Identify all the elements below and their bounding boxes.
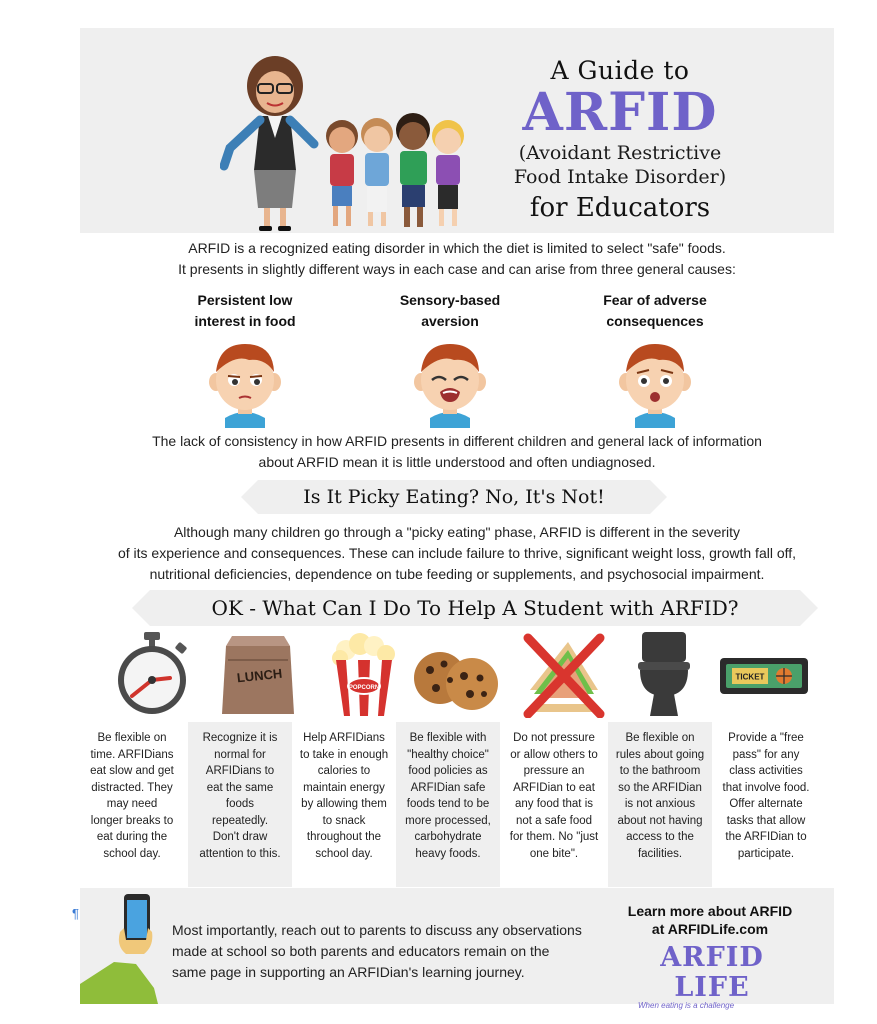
tip-line: Be flexible on	[625, 732, 695, 744]
title-line-1: A Guide to	[550, 56, 690, 85]
tip-line: throughout the	[306, 831, 382, 843]
tip-line: for them. No "just	[509, 831, 599, 843]
popcorn-icon	[314, 630, 414, 718]
tip-line: maintain energy	[303, 781, 385, 794]
cookies-icon	[406, 630, 506, 718]
title-line-4: for Educators	[529, 193, 711, 223]
logo-tagline: When eating is a challenge	[638, 1001, 735, 1010]
tip-line: normal for	[214, 748, 266, 761]
ticket-label: TICKET	[735, 672, 765, 682]
stopwatch-icon	[102, 630, 202, 718]
tip-line: pressure an	[523, 765, 585, 777]
hand-holding-phone-icon	[80, 888, 170, 1004]
tip-no-pressure	[502, 722, 606, 887]
tip-line: "healthy choice"	[407, 748, 489, 761]
lack-line-2: about ARFID mean it is little understood and often undiagnosed.	[258, 454, 656, 470]
title-sub-1: (Avoidant Restrictive	[518, 142, 722, 164]
cause-label-line-1: Sensory-based	[399, 292, 501, 308]
tip-healthy-choice	[396, 722, 500, 887]
tip-line: Be flexible with	[409, 732, 487, 744]
tip-line: repeatedly.	[211, 814, 269, 827]
toilet-icon	[614, 630, 714, 718]
tip-flexible-time	[80, 722, 184, 887]
title-block	[505, 28, 735, 223]
intro-line-2: It presents in slightly different ways in each case and can arise from three general causes:	[178, 261, 736, 277]
tip-line: eat the same	[206, 781, 274, 794]
tip-line: tasks that allow	[726, 814, 806, 827]
tip-line: ARFIDian to eat	[513, 781, 595, 794]
picky-line-3: nutritional deficiencies, dependence on tube feeding or supplements, and psychosocial impairment.	[149, 566, 765, 582]
popcorn-label: POPCORN	[348, 685, 380, 691]
tip-line: or allow others to	[510, 748, 598, 761]
tip-line: Don't draw	[212, 831, 268, 843]
title-main: ARFID	[522, 82, 718, 143]
lunch-bag-label: LUNCH	[236, 665, 283, 686]
tip-line: class activities	[729, 765, 803, 777]
tip-line: school day.	[315, 847, 373, 860]
cause-sensory-aversion	[370, 290, 530, 428]
intro-text	[80, 238, 834, 280]
teacher-and-children-illustration	[220, 48, 485, 233]
picky-eating-text	[80, 522, 834, 585]
tip-line: so the ARFIDian	[618, 781, 702, 794]
pilcrow-mark: ¶	[72, 906, 79, 921]
logo-text: ARFID LIFE	[660, 942, 764, 1003]
bottom-message	[172, 920, 612, 983]
tip-line: rules about going	[615, 748, 705, 761]
tip-line: Offer alternate	[729, 798, 803, 810]
tip-line: about not having	[617, 814, 703, 827]
tip-line: Do not pressure	[513, 732, 595, 744]
intro-line-1: ARFID is a recognized eating disorder in which the diet is limited to select "safe" foods.	[188, 240, 726, 256]
tip-line: that involve food.	[722, 781, 810, 794]
tip-line: ARFIDians to	[205, 765, 275, 777]
tip-line: by allowing them	[301, 798, 387, 810]
children-figures	[326, 113, 464, 227]
bottom-line-2: made at school so both parents and educators remain on the	[172, 943, 550, 959]
teacher-figure	[224, 56, 314, 231]
causes-row	[140, 290, 760, 425]
tip-line: foods	[225, 798, 255, 810]
header-panel	[80, 28, 834, 233]
tip-line: pass" for any	[732, 748, 800, 761]
tip-line: to snack	[322, 814, 366, 827]
tip-icons-row	[80, 630, 834, 718]
tip-line: may need	[106, 798, 158, 810]
bored-face-icon	[205, 340, 285, 428]
tip-line: one bite".	[529, 847, 579, 860]
disgusted-face-icon	[410, 340, 490, 428]
tip-line: eat during the	[96, 831, 168, 843]
tip-line: distracted. They	[91, 781, 173, 794]
cause-label-line-1: Fear of adverse	[603, 292, 707, 308]
tip-same-foods	[188, 722, 292, 887]
tips-row	[80, 722, 834, 887]
bottom-line-1: Most importantly, reach out to parents to discuss any observations	[172, 922, 582, 938]
tip-line: Be flexible on	[97, 732, 167, 744]
title-sub-2: Food Intake Disorder)	[513, 166, 727, 188]
arfid-life-logo	[632, 943, 792, 1010]
tip-bathroom-rules	[608, 722, 712, 887]
tip-line: Provide a "free	[728, 732, 804, 744]
cause-label-line-2: aversion	[421, 313, 479, 329]
tip-line: to the bathroom	[619, 765, 701, 777]
cause-low-interest	[165, 290, 325, 428]
tip-line: access to the	[626, 831, 694, 843]
learn-more-line-2[interactable]: at ARFIDLife.com	[651, 921, 769, 937]
tip-line: is not anxious	[624, 798, 696, 810]
tip-free-pass	[714, 722, 818, 887]
tip-line: ARFIDian safe	[410, 781, 486, 794]
tip-snack-calories	[292, 722, 396, 887]
scared-face-icon	[615, 340, 695, 428]
tip-line: facilities.	[637, 847, 683, 860]
ticket-icon	[714, 630, 814, 718]
cause-fear	[575, 290, 735, 428]
tip-line: to take in enough	[299, 748, 389, 761]
tip-line: Recognize it is	[202, 732, 278, 744]
learn-more-line-1: Learn more about ARFID	[627, 903, 793, 919]
tip-line: time. ARFIDians	[90, 748, 174, 761]
tip-line: more processed,	[405, 814, 491, 827]
picky-eating-banner: Is It Picky Eating? No, It's Not!	[258, 480, 650, 514]
lack-text	[80, 431, 834, 473]
tip-line: any food that is	[515, 798, 593, 810]
picky-line-2: of its experience and consequences. These can include failure to thrive, significant weight loss, growth fall off,	[117, 545, 797, 561]
bottom-panel	[72, 888, 834, 1010]
cause-label-line-2: interest in food	[194, 313, 296, 329]
tip-line: the ARFIDian to	[725, 831, 807, 843]
cause-label-line-1: Persistent low	[197, 292, 293, 308]
tip-line: eat slow and get	[90, 765, 174, 777]
picky-line-1: Although many children go through a "picky eating" phase, ARFID is different in the severity	[173, 524, 741, 540]
tip-line: not a safe food	[515, 814, 593, 827]
tip-line: Help ARFIDians	[303, 732, 385, 744]
lack-line-1: The lack of consistency in how ARFID presents in different children and general lack of information	[152, 433, 762, 449]
cause-label-line-2: consequences	[606, 313, 704, 329]
lunch-bag-icon	[208, 630, 308, 718]
tip-line: longer breaks to	[90, 814, 174, 827]
tip-line: food policies as	[408, 765, 488, 777]
learn-more	[610, 902, 810, 938]
bottom-line-3: same page in supporting an ARFIDian's learning journey.	[172, 964, 525, 980]
tip-line: heavy foods.	[415, 847, 481, 860]
tip-line: school day.	[103, 847, 161, 860]
tip-line: attention to this.	[199, 847, 281, 860]
tip-line: calories to	[317, 765, 371, 777]
tip-line: participate.	[737, 847, 795, 860]
tip-line: foods tend to be	[406, 798, 490, 810]
no-sandwich-icon	[514, 630, 614, 718]
tip-line: carbohydrate	[414, 831, 482, 843]
what-can-i-do-banner: OK - What Can I Do To Help A Student with ARFID?	[150, 590, 800, 626]
